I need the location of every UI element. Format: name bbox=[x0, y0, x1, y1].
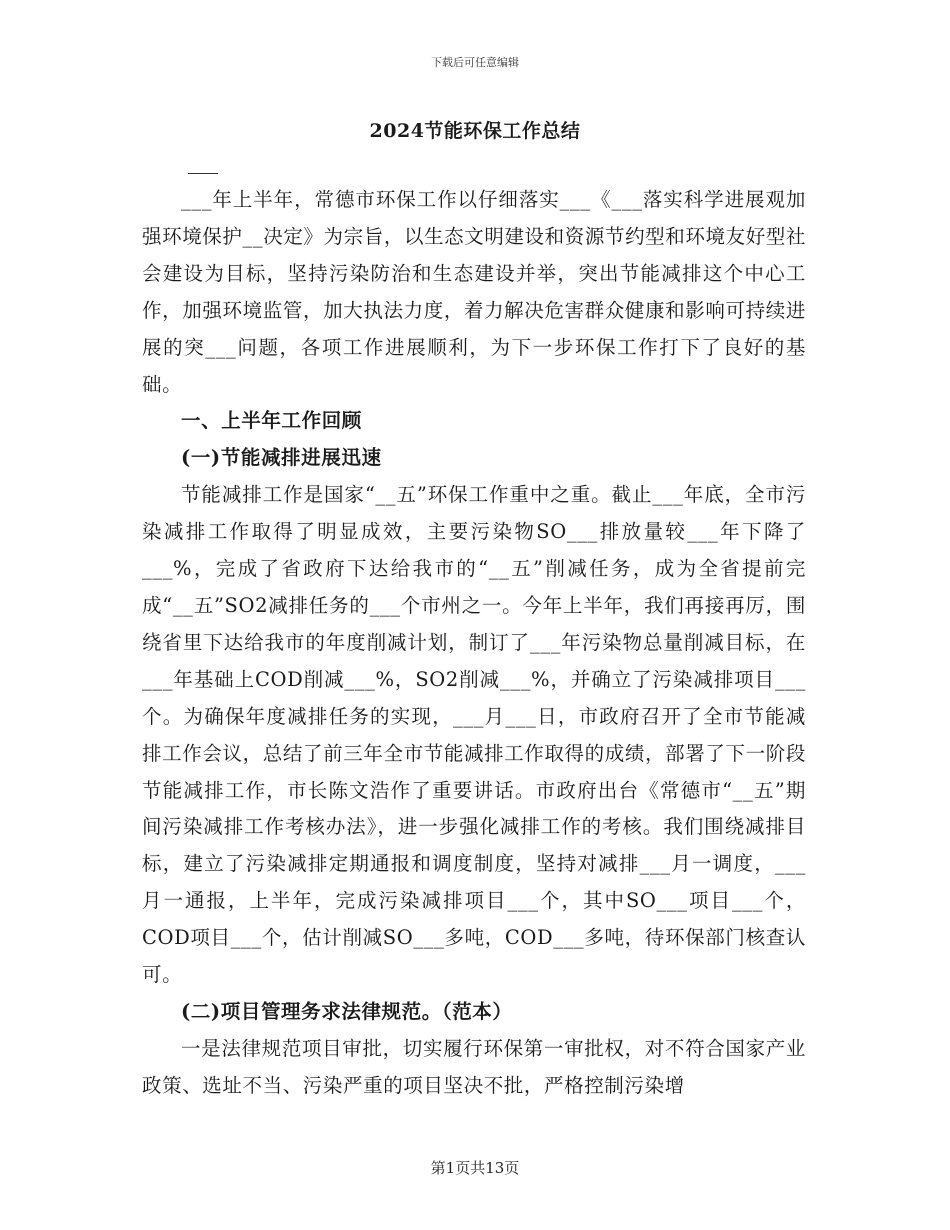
document-title: 2024节能环保工作总结 bbox=[369, 120, 581, 142]
document-body bbox=[142, 182, 806, 1105]
section-heading: 一、上半年工作回顾 bbox=[181, 409, 362, 433]
page-header-note: 下载后可任意编辑 bbox=[431, 56, 519, 69]
page-footer-number: 第1页共13页 bbox=[430, 1159, 520, 1177]
paragraph-project-management: 一是法律规范项目审批，切实履行环保第一审批权，对不符合国家产业政策、选址不当、污染严重的项目坚决不批，严格控制污染增 bbox=[142, 1036, 806, 1097]
paragraph-energy-saving: 节能减排工作是国家“__五”环保工作重中之重。截止___年底，全市污染减排工作取得了明显成效，主要污染物SO___排放量较___年下降了___%，完成了省政府下达给我市的“__五”削减任务，成为全省提前完成“__五”SO2减排任务的___个市州之一。今年上半年，我们再接再厉，围绕省里下达给我市的年度削减计划，制订了___年污染物总量削减目标，在___年基础上COD削减___%，SO2削减___%，并确立了污染减排项目___个。为确保年度减排任务的实现，___月___日，市政府召开了全市节能减排工作会议，总结了前三年全市节能减排工作取得的成绩，部署了下一阶段节能减排工作，市长陈文浩作了重要讲话。市政府出台《常德市“__五”期间污染减排工作考核办法》，进一步强化减排工作的考核。我们围绕减排目标，建立了污染减排定期通报和调度制度，坚持对减排___月一调度，___月一通报，上半年，完成污染减排项目___个，其中SO___项目___个，COD项目___个，估计削减SO___多吨，COD___多吨，待环保部门核查认可。 bbox=[142, 483, 806, 987]
blank-underline bbox=[188, 173, 218, 174]
subsection-heading: (一)节能减排进展迅速 bbox=[181, 446, 382, 470]
subsection-heading: (二)项目管理务求法律规范。（范本） bbox=[181, 999, 513, 1023]
paragraph-intro: ___年上半年，常德市环保工作以仔细落实___《___落实科学进展观加强环境保护__决定》为宗旨，以生态文明建设和资源节约型和环境友好型社会建设为目标，坚持污染防治和生态建设并举，突出节能减排这个中心工作，加强环境监管，加大执法力度，着力解决危害群众健康和影响可持续进展的突___问题，各项工作进展顺利，为下一步环保工作打下了良好的基础。 bbox=[142, 188, 806, 396]
